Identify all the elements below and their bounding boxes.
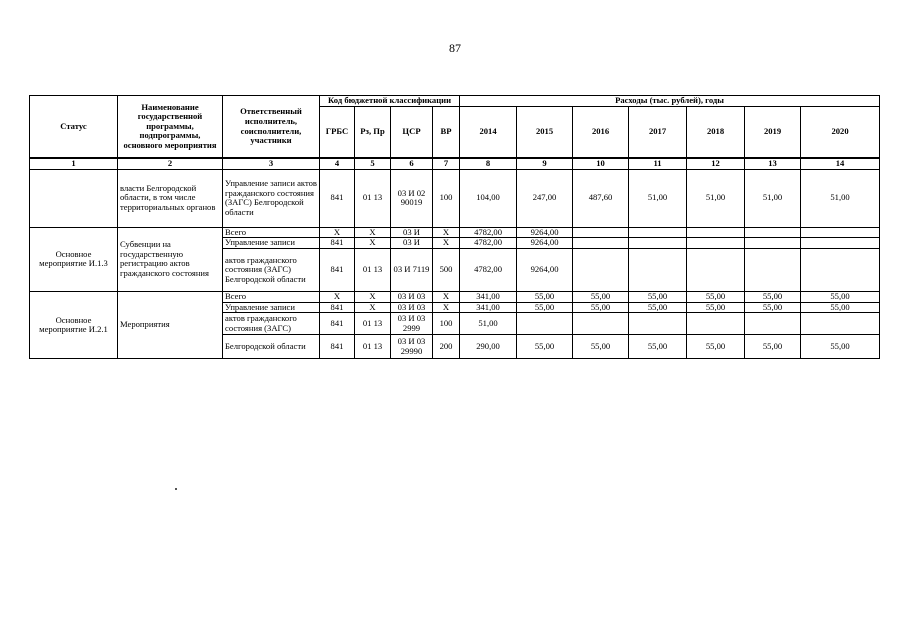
- status-cell: [30, 169, 118, 227]
- grbs-cell: 841: [320, 238, 355, 249]
- value-cell: [745, 313, 801, 335]
- value-cell: 55,00: [801, 302, 880, 313]
- value-cell: [573, 313, 629, 335]
- header-budget-code: Код бюджетной классификации: [320, 96, 460, 107]
- value-cell: 55,00: [629, 302, 687, 313]
- header-year: 2017: [629, 106, 687, 158]
- value-cell: [629, 238, 687, 249]
- value-cell: [687, 238, 745, 249]
- grbs-cell: 841: [320, 302, 355, 313]
- header-program-name: Наименование государственной программы, подпрограммы, основного мероприятия: [118, 96, 223, 159]
- executor-cell: Белгородской области: [223, 335, 320, 359]
- grbs-cell: 841: [320, 169, 355, 227]
- value-cell: [801, 227, 880, 238]
- executor-cell: Управление записи: [223, 302, 320, 313]
- vr-cell: 500: [433, 249, 460, 292]
- csr-cell: 03 И 7119: [391, 249, 433, 292]
- value-cell: 341,00: [460, 302, 517, 313]
- header-year: 2019: [745, 106, 801, 158]
- column-number: 2: [118, 158, 223, 169]
- value-cell: [687, 249, 745, 292]
- value-cell: 55,00: [687, 335, 745, 359]
- table-row: [30, 227, 880, 238]
- value-cell: [573, 249, 629, 292]
- column-number: 6: [391, 158, 433, 169]
- value-cell: [745, 238, 801, 249]
- rzpr-cell: X: [355, 292, 391, 303]
- value-cell: [687, 227, 745, 238]
- value-cell: [517, 313, 573, 335]
- csr-cell: 03 И 03 2999: [391, 313, 433, 335]
- value-cell: 9264,00: [517, 227, 573, 238]
- value-cell: 51,00: [460, 313, 517, 335]
- grbs-cell: X: [320, 227, 355, 238]
- column-number: 3: [223, 158, 320, 169]
- value-cell: 55,00: [517, 302, 573, 313]
- value-cell: [745, 249, 801, 292]
- value-cell: 4782,00: [460, 249, 517, 292]
- value-cell: 4782,00: [460, 227, 517, 238]
- grbs-cell: 841: [320, 313, 355, 335]
- value-cell: 55,00: [687, 302, 745, 313]
- header-status: Статус: [30, 96, 118, 159]
- value-cell: 9264,00: [517, 249, 573, 292]
- value-cell: 104,00: [460, 169, 517, 227]
- rzpr-cell: 01 13: [355, 335, 391, 359]
- value-cell: [629, 313, 687, 335]
- executor-cell: Всего: [223, 292, 320, 303]
- vr-cell: 200: [433, 335, 460, 359]
- budget-table: [29, 95, 880, 359]
- column-number: 11: [629, 158, 687, 169]
- grbs-cell: 841: [320, 249, 355, 292]
- vr-cell: X: [433, 238, 460, 249]
- header-row-1: [30, 96, 880, 107]
- csr-cell: 03 И: [391, 238, 433, 249]
- column-number: 14: [801, 158, 880, 169]
- program-name-cell: Субвенции на государственную регистрацию актов гражданского состояния: [118, 227, 223, 291]
- header-year: 2016: [573, 106, 629, 158]
- value-cell: 51,00: [629, 169, 687, 227]
- value-cell: 51,00: [745, 169, 801, 227]
- executor-cell: Управление записи: [223, 238, 320, 249]
- value-cell: [801, 249, 880, 292]
- column-number: 9: [517, 158, 573, 169]
- value-cell: 341,00: [460, 292, 517, 303]
- value-cell: 55,00: [801, 335, 880, 359]
- rzpr-cell: 01 13: [355, 169, 391, 227]
- program-name-cell: власти Белгородской области, в том числе территориальных органов: [118, 169, 223, 227]
- value-cell: 290,00: [460, 335, 517, 359]
- column-number: 12: [687, 158, 745, 169]
- executor-cell: Всего: [223, 227, 320, 238]
- vr-cell: 100: [433, 313, 460, 335]
- value-cell: [745, 227, 801, 238]
- vr-cell: X: [433, 292, 460, 303]
- value-cell: [629, 249, 687, 292]
- value-cell: 55,00: [517, 292, 573, 303]
- table-row: [30, 292, 880, 303]
- value-cell: 9264,00: [517, 238, 573, 249]
- column-number: 4: [320, 158, 355, 169]
- header-vr: ВР: [433, 106, 460, 158]
- header-year: 2015: [517, 106, 573, 158]
- header-expenses: Расходы (тыс. рублей), годы: [460, 96, 880, 107]
- rzpr-cell: 01 13: [355, 313, 391, 335]
- value-cell: 55,00: [745, 302, 801, 313]
- value-cell: 55,00: [573, 335, 629, 359]
- value-cell: [573, 227, 629, 238]
- vr-cell: X: [433, 227, 460, 238]
- header-rzpr: Рз, Пр: [355, 106, 391, 158]
- header-grbs: ГРБС: [320, 106, 355, 158]
- value-cell: 55,00: [801, 292, 880, 303]
- csr-cell: 03 И: [391, 227, 433, 238]
- value-cell: [573, 238, 629, 249]
- value-cell: 4782,00: [460, 238, 517, 249]
- value-cell: 51,00: [801, 169, 880, 227]
- executor-cell: Управление записи актов гражданского состояния (ЗАГС) Белгородской области: [223, 169, 320, 227]
- value-cell: 55,00: [745, 335, 801, 359]
- status-cell: Основное мероприятие И.2.1: [30, 292, 118, 359]
- rzpr-cell: X: [355, 302, 391, 313]
- header-csr: ЦСР: [391, 106, 433, 158]
- column-number: 13: [745, 158, 801, 169]
- program-name-cell: Мероприятия: [118, 292, 223, 359]
- value-cell: 55,00: [573, 292, 629, 303]
- grbs-cell: X: [320, 292, 355, 303]
- executor-cell: актов гражданского состояния (ЗАГС) Белгородской области: [223, 249, 320, 292]
- value-cell: 55,00: [745, 292, 801, 303]
- value-cell: [629, 227, 687, 238]
- grbs-cell: 841: [320, 335, 355, 359]
- header-executor: Ответственный исполнитель, соисполнители, участники: [223, 96, 320, 159]
- rzpr-cell: 01 13: [355, 249, 391, 292]
- header-year: 2018: [687, 106, 745, 158]
- value-cell: 55,00: [517, 335, 573, 359]
- vr-cell: X: [433, 302, 460, 313]
- executor-cell: актов гражданского состояния (ЗАГС): [223, 313, 320, 335]
- vr-cell: 100: [433, 169, 460, 227]
- value-cell: [801, 238, 880, 249]
- column-numbers-row: [30, 158, 880, 169]
- value-cell: 487,60: [573, 169, 629, 227]
- value-cell: 51,00: [687, 169, 745, 227]
- rzpr-cell: X: [355, 227, 391, 238]
- column-number: 7: [433, 158, 460, 169]
- value-cell: [801, 313, 880, 335]
- value-cell: 55,00: [687, 292, 745, 303]
- column-number: 10: [573, 158, 629, 169]
- header-year: 2014: [460, 106, 517, 158]
- csr-cell: 03 И 03: [391, 292, 433, 303]
- csr-cell: 03 И 03: [391, 302, 433, 313]
- csr-cell: 03 И 03 29990: [391, 335, 433, 359]
- value-cell: 55,00: [573, 302, 629, 313]
- scan-speck: [175, 488, 177, 490]
- csr-cell: 03 И 02 90019: [391, 169, 433, 227]
- table-row: [30, 169, 880, 227]
- value-cell: 55,00: [629, 292, 687, 303]
- column-number: 8: [460, 158, 517, 169]
- value-cell: 55,00: [629, 335, 687, 359]
- header-year: 2020: [801, 106, 880, 158]
- status-cell: Основное мероприятие И.1.3: [30, 227, 118, 291]
- page-number: 87: [449, 41, 461, 55]
- rzpr-cell: X: [355, 238, 391, 249]
- column-number: 1: [30, 158, 118, 169]
- column-number: 5: [355, 158, 391, 169]
- value-cell: [687, 313, 745, 335]
- value-cell: 247,00: [517, 169, 573, 227]
